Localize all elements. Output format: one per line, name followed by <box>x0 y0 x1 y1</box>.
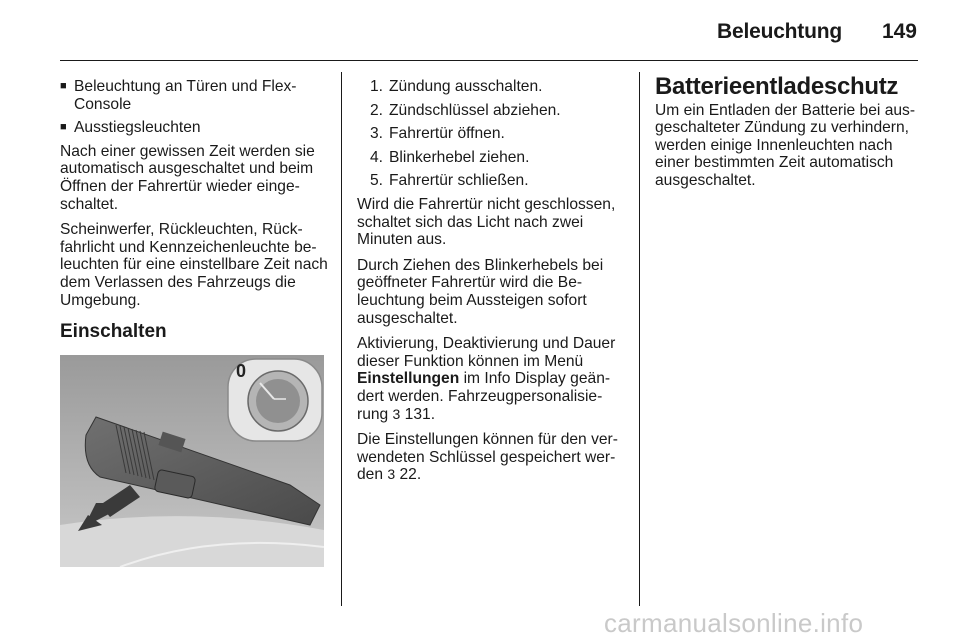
list-item <box>60 78 328 113</box>
bullet-square-icon: ■ <box>60 121 67 134</box>
paragraph: Wird die Fahrertür nicht geschlossen, schaltet sich das Licht nach zwei Minuten aus. <box>357 195 616 249</box>
step-text: Fahrertür schließen. <box>389 172 529 190</box>
paragraph: Durch Ziehen des Blinkerhebels bei geöffneter Fahrertür wird die Be-leuchtung beim Aussteigen sofort ausgeschaltet. <box>357 256 604 327</box>
paragraph-text: im Info Display geän-dert werden. Fahrzeugpersonalisie-rung <box>357 370 611 423</box>
page-reference-number[interactable]: 131. <box>400 405 436 423</box>
page-reference-icon: 3 <box>392 405 401 422</box>
step-text: Blinkerhebel ziehen. <box>389 148 530 166</box>
page-number: 149 <box>881 20 917 43</box>
step-number: 3. <box>369 125 383 143</box>
paragraph <box>357 335 625 423</box>
header-rule <box>60 60 918 61</box>
paragraph <box>357 431 625 484</box>
step-number: 1. <box>369 78 383 95</box>
column-3 <box>655 73 923 198</box>
footer-watermark: carmanualsonline.info <box>604 608 864 638</box>
list-item <box>357 125 625 143</box>
paragraph-text: Aktivierung, Deaktivierung und Dauer dieser Funktion können im Menü <box>357 335 616 370</box>
paragraph: Um ein Entladen der Batterie bei aus-geschalteter Zündung zu verhindern, werden einige Innenleuchten nach einer bestimmten Zeit automatisch ausgeschaltet. <box>655 101 916 189</box>
list-item <box>357 172 625 190</box>
list-item <box>357 149 625 167</box>
bullet-text: Ausstiegsleuchten <box>74 119 201 137</box>
section-heading: Batterieentladeschutz <box>655 73 899 100</box>
list-item <box>60 119 328 137</box>
bullet-square-icon: ■ <box>60 80 67 92</box>
step-text: Fahrertür öffnen. <box>389 125 505 143</box>
page-reference-icon: 3 <box>387 466 396 483</box>
step-number: 5. <box>369 172 383 190</box>
step-text: Zündung ausschalten. <box>389 78 543 95</box>
column-divider-1 <box>341 72 342 606</box>
paragraph: Scheinwerfer, Rückleuchten, Rück-fahrlicht und Kennzeichenleuchte be-leuchten für eine einstellbare Zeit nach dem Verlassen des Fahrzeugs die Umgebung. <box>60 221 328 309</box>
column-1 <box>60 78 328 571</box>
column-2 <box>357 78 625 492</box>
section-heading: Einschalten <box>60 321 167 343</box>
turn-signal-lever-illustration <box>60 355 324 567</box>
step-number: 2. <box>369 101 383 119</box>
list-item <box>357 78 625 96</box>
bullet-text: Beleuchtung an Türen und Flex- Console <box>74 78 297 113</box>
switch-position-label: 0 <box>236 360 247 381</box>
paragraph: Nach einer gewissen Zeit werden sie automatisch ausgeschaltet und beim Öffnen der Fahrertür wieder einge-schaltet. <box>60 142 315 213</box>
paragraph-text: Die Einstellungen können für den ver-wendeten Schlüssel gespeichert wer-den <box>357 431 618 484</box>
column-divider-2 <box>639 72 640 606</box>
menu-name-bold: Einstellungen <box>357 370 460 388</box>
page-section-title: Beleuchtung <box>717 20 842 43</box>
page-reference-number[interactable]: 22. <box>395 466 422 484</box>
step-text: Zündschlüssel abziehen. <box>389 101 561 119</box>
step-number: 4. <box>369 148 383 166</box>
list-item <box>357 102 625 120</box>
